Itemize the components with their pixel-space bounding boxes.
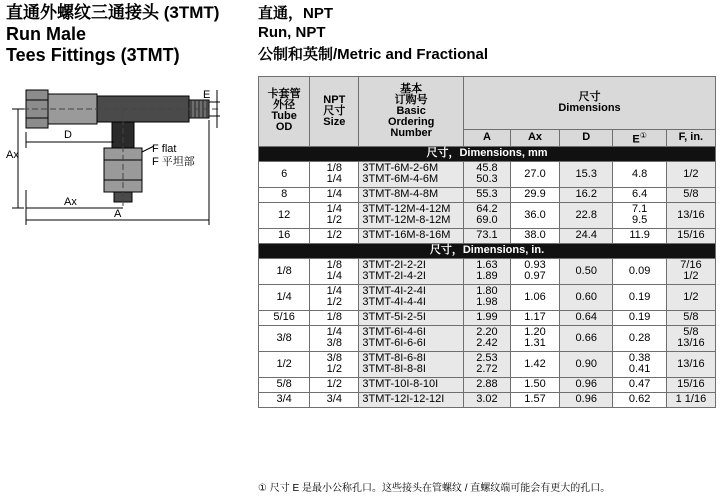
header-col-a: A [463, 130, 510, 147]
cell-npt-size: 1/2 [310, 377, 359, 392]
cell-dim-ax: 1.17 [510, 310, 559, 325]
header-npt-size: NPT 尺寸 Size [310, 77, 359, 147]
cell-dim-f: 1 1/16 [666, 392, 715, 407]
cell-ordering-number: 3TMT-6M-2-6M 3TMT-6M-4-6M [359, 161, 464, 187]
cell-tube-od: 3/4 [259, 392, 310, 407]
cell-npt-size: 1/8 1/4 [310, 161, 359, 187]
cell-dim-f: 5/8 [666, 310, 715, 325]
cell-dim-e: 0.28 [613, 325, 666, 351]
cell-dim-e: 0.19 [613, 284, 666, 310]
cell-dim-e: 11.9 [613, 228, 666, 243]
label-f-zh: F 平坦部 [152, 156, 195, 168]
cell-dim-d: 0.50 [560, 258, 613, 284]
header-dimensions: 尺寸 Dimensions [463, 77, 715, 130]
header-col-f: F, in. [666, 130, 715, 147]
label-e: E [203, 89, 211, 101]
title-run-male: Run Male [6, 24, 87, 44]
cell-dim-d: 22.8 [560, 202, 613, 228]
label-d: D [64, 129, 72, 141]
cell-dim-ax: 38.0 [510, 228, 559, 243]
cell-ordering-number: 3TMT-8I-6-8I 3TMT-8I-8-8I [359, 351, 464, 377]
cell-dim-e: 0.38 0.41 [613, 351, 666, 377]
cell-dim-a: 2.20 2.42 [463, 325, 510, 351]
label-a: A [114, 208, 122, 220]
table-row [259, 310, 716, 325]
cell-tube-od: 5/16 [259, 310, 310, 325]
cell-dim-ax: 0.93 0.97 [510, 258, 559, 284]
fitting-diagram [4, 80, 249, 230]
section-title: 尺寸，Dimensions, in. [259, 243, 716, 258]
cell-tube-od: 1/8 [259, 258, 310, 284]
cell-dim-f: 5/8 13/16 [666, 325, 715, 351]
header-tube-od: 卡套管 外径 Tube OD [259, 77, 310, 147]
cell-tube-od: 12 [259, 202, 310, 228]
table-row [259, 202, 716, 228]
cell-ordering-number: 3TMT-5I-2-5I [359, 310, 464, 325]
table-row [259, 187, 716, 202]
table-row [259, 377, 716, 392]
spec-table [258, 76, 716, 408]
header-col-ax: Ax [510, 130, 559, 147]
cell-dim-a: 55.3 [463, 187, 510, 202]
cell-dim-e: 0.09 [613, 258, 666, 284]
cell-dim-d: 0.66 [560, 325, 613, 351]
header-col-d: D [560, 130, 613, 147]
label-ax-left: Ax [6, 149, 19, 161]
table-row [259, 228, 716, 243]
cell-dim-a: 3.02 [463, 392, 510, 407]
cell-dim-d: 0.96 [560, 392, 613, 407]
cell-ordering-number: 3TMT-4I-2-4I 3TMT-4I-4-4I [359, 284, 464, 310]
cell-dim-a: 1.99 [463, 310, 510, 325]
cell-npt-size: 3/8 1/2 [310, 351, 359, 377]
cell-npt-size: 1/2 [310, 228, 359, 243]
table-row [259, 325, 716, 351]
cell-dim-e: 0.19 [613, 310, 666, 325]
section-header-row [259, 243, 716, 258]
cell-npt-size: 1/4 1/2 [310, 284, 359, 310]
table-row [259, 351, 716, 377]
cell-dim-f: 13/16 [666, 351, 715, 377]
cell-dim-a: 2.88 [463, 377, 510, 392]
cell-npt-size: 1/4 [310, 187, 359, 202]
label-f-flat: F flat [152, 143, 177, 155]
cell-dim-f: 15/16 [666, 228, 715, 243]
cell-ordering-number: 3TMT-16M-8-16M [359, 228, 464, 243]
cell-dim-ax: 1.57 [510, 392, 559, 407]
cell-ordering-number: 3TMT-12M-4-12M 3TMT-12M-8-12M [359, 202, 464, 228]
cell-npt-size: 1/8 [310, 310, 359, 325]
cell-dim-e: 4.8 [613, 161, 666, 187]
cell-tube-od: 3/8 [259, 325, 310, 351]
title-left [6, 2, 219, 66]
cell-tube-od: 1/4 [259, 284, 310, 310]
cell-npt-size: 1/8 1/4 [310, 258, 359, 284]
cell-dim-f: 1/2 [666, 161, 715, 187]
subtitle-run-npt: Run, NPT [258, 24, 326, 41]
cell-dim-a: 64.2 69.0 [463, 202, 510, 228]
cell-dim-a: 45.8 50.3 [463, 161, 510, 187]
cell-dim-d: 0.96 [560, 377, 613, 392]
cell-npt-size: 1/4 1/2 [310, 202, 359, 228]
cell-dim-ax: 27.0 [510, 161, 559, 187]
cell-tube-od: 5/8 [259, 377, 310, 392]
cell-dim-e: 0.62 [613, 392, 666, 407]
header-col-e: E① [613, 130, 666, 147]
cell-dim-ax: 36.0 [510, 202, 559, 228]
cell-npt-size: 3/4 [310, 392, 359, 407]
cell-dim-f: 15/16 [666, 377, 715, 392]
cell-dim-d: 16.2 [560, 187, 613, 202]
cell-tube-od: 8 [259, 187, 310, 202]
cell-dim-d: 0.60 [560, 284, 613, 310]
section-header-row [259, 146, 716, 161]
cell-tube-od: 16 [259, 228, 310, 243]
subtitle-run-npt-zh: 直通，NPT [258, 5, 334, 22]
cell-dim-ax: 1.06 [510, 284, 559, 310]
cell-dim-a: 2.53 2.72 [463, 351, 510, 377]
cell-dim-f: 13/16 [666, 202, 715, 228]
cell-dim-a: 1.63 1.89 [463, 258, 510, 284]
section-title: 尺寸，Dimensions, mm [259, 146, 716, 161]
cell-dim-f: 7/16 1/2 [666, 258, 715, 284]
subtitle-metric-fractional: 公制和英制/Metric and Fractional [258, 46, 489, 63]
cell-npt-size: 1/4 3/8 [310, 325, 359, 351]
title-chinese: 直通外螺纹三通接头 (3TMT) [6, 3, 220, 22]
cell-ordering-number: 3TMT-8M-4-8M [359, 187, 464, 202]
cell-dim-a: 1.80 1.98 [463, 284, 510, 310]
cell-dim-ax: 1.20 1.31 [510, 325, 559, 351]
cell-dim-a: 73.1 [463, 228, 510, 243]
cell-dim-ax: 1.42 [510, 351, 559, 377]
title-right [258, 4, 488, 66]
cell-dim-ax: 1.50 [510, 377, 559, 392]
cell-ordering-number: 3TMT-12I-12-12I [359, 392, 464, 407]
cell-dim-e: 6.4 [613, 187, 666, 202]
cell-dim-d: 0.90 [560, 351, 613, 377]
table-row [259, 392, 716, 407]
cell-ordering-number: 3TMT-2I-2-2I 3TMT-2I-4-2I [359, 258, 464, 284]
label-ax-bottom: Ax [64, 196, 77, 208]
cell-ordering-number: 3TMT-10I-8-10I [359, 377, 464, 392]
footnote: ① 尺寸 E 是最小公称孔口。这些接头在管螺纹 / 直螺纹端可能会有更大的孔口。 [258, 483, 611, 494]
cell-dim-e: 7.1 9.5 [613, 202, 666, 228]
cell-dim-e: 0.47 [613, 377, 666, 392]
table-row [259, 161, 716, 187]
cell-dim-d: 15.3 [560, 161, 613, 187]
cell-tube-od: 6 [259, 161, 310, 187]
header-ordering-number: 基本 订购号 Basic Ordering Number [359, 77, 464, 147]
cell-dim-d: 0.64 [560, 310, 613, 325]
title-tees-fittings: Tees Fittings (3TMT) [6, 45, 180, 65]
cell-dim-f: 5/8 [666, 187, 715, 202]
cell-dim-f: 1/2 [666, 284, 715, 310]
cell-dim-ax: 29.9 [510, 187, 559, 202]
table-row [259, 258, 716, 284]
cell-tube-od: 1/2 [259, 351, 310, 377]
cell-ordering-number: 3TMT-6I-4-6I 3TMT-6I-6-6I [359, 325, 464, 351]
table-row [259, 284, 716, 310]
cell-dim-d: 24.4 [560, 228, 613, 243]
